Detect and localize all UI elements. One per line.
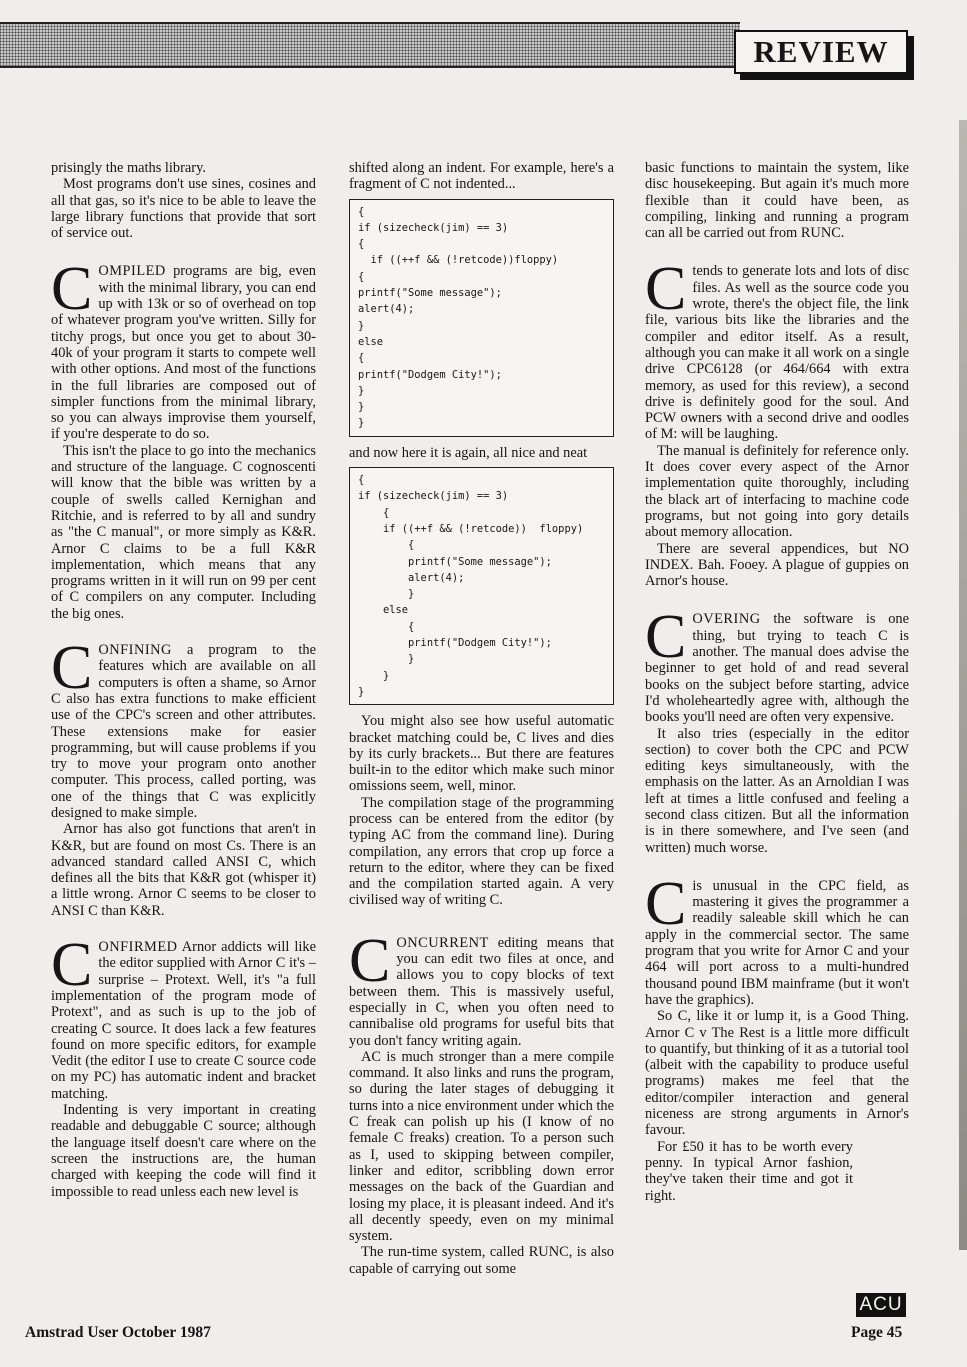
paragraph: There are several appendices, but NO INDEX. Bah. Fooey. A plague of guppies on Arnor's house. [645,540,909,590]
drop-cap: C [645,603,687,672]
column-2 [349,160,614,1277]
paragraph-text: is unusual in the CPC field, as mastering it gives the programmer a readily saleable skill which he can apply in the commercial sector. The same program that you write for Arnor C and your 464 will port across to a multi-hundred thousand pound IBM mainframe (but it won't have the graphics). [645,877,909,1008]
paragraph-text: the software is one thing, but trying to teach C is another. The manual does advise the beginner to get hold of and read several books on the subject before starting, advice I'd wholeheartedly agree with, although the books you'll need are often very expensive. [645,611,909,726]
paragraph-text: programs are big, even with the minimal library, you can end up with 13k or so of overhead on top of whatever program you've written. Silly for titchy progs, but once you get to about 30-40k of your program it starts to compete well with other options. And most of the functions in the full libraries are composed out of simpler functions from the minimal library, so you can always improvise them yourself, if you're desperate to do so. [51,263,316,443]
paragraph: Most programs don't use sines, cosines and all that gas, so it's nice to be able to leave the large library functions that provide that sort of service out. [51,176,316,242]
paragraph: The compilation stage of the programming process can be entered from the editor (by typing AC from the command line). During compilation, any errors that crop up force a return to the editor, where they can be fixed and the compilation started again. A very civilised way of writing C. [349,794,614,909]
drop-cap: C [51,931,93,1000]
header-pattern-bar [0,22,740,68]
drop-cap: C [349,926,391,995]
lead-word: OVERING [692,611,761,628]
code-block-indented: { if (sizecheck(jim) == 3) { if ((++f && (!retcode)) floppy) { printf("Some message"); alert(4); } else { printf("Dodgem City!"); } } } [349,467,614,705]
drop-cap: C [51,255,93,324]
section-paragraph [645,869,909,1008]
page-number: Page 45 [851,1324,903,1341]
section-paragraph [51,931,316,1102]
section-paragraph [645,603,909,726]
lead-word: ONCURRENT [396,934,489,951]
page-edge [959,120,967,1250]
acu-logo: ACU [856,1293,906,1317]
section-paragraph [51,255,316,443]
drop-cap: C [645,255,687,324]
lead-word: OMPILED [98,263,166,280]
lead-word: ONFINING [98,642,172,659]
paragraph: This isn't the place to go into the mechanics and structure of the language. C cognoscenti will know that the bible was written by a couple of swells called Kernighan and Ritchie, and is referred to by all and sundry as "the C manual", or more simply as K&R. Arnor C claims to be a full K&R implementation, which means that any programs written in it will run on 99 per cent of C compilers on any computer. Including the big ones. [51,442,316,622]
section-paragraph [349,926,614,1049]
section-paragraph [645,255,909,443]
paragraph: AC is much stronger than a mere compile command. It also links and runs the program, so during the later stages of debugging it turns into a nice environment under which the C freak can polish up his (I know of no female C freaks) creation. To a person such as I, used to skipping between compiler, linker and editor, scribbling down error messages on the back of the Guardian and losing my place, it is pleasant indeed. And it's all decently speedy, even on my minimal system. [349,1048,614,1245]
paragraph: Indenting is very important in creating readable and debuggable C source; although the language itself doesn't care where on the screen the instructions are, the human charged with keeping the code will find it impossible to read unless each new level is [51,1102,316,1200]
paragraph: For £50 it has to be worth every penny. In typical Arnor fashion, they've taken their time and got it right. [645,1138,853,1204]
paragraph: basic functions to maintain the system, like disc housekeeping. But again it's much more flexible than it could have been, as compiling, linking and running a program can all be carried out from RUNC. [645,160,909,242]
paragraph: Arnor has also got functions that aren't in K&R, but are found on most Cs. There is an advanced standard called ANSI C, which defines all the bits that K&R got (whisper it) a little wrong. Arnor C seems to be closer to ANSI C than K&R. [51,821,316,919]
column-3 [645,160,909,1204]
section-badge [734,30,908,74]
paragraph-text: Arnor addicts will like the editor supplied with Arnor C it's – surprise – Protext. Well, it's "a full implementation of the program mode of Protext", and as such is up to the job of creating C source. It does lack a few features found on more specific editors, for example Vedit (the editor I use to create C source code on my PC) has automatic indent and bracket matching. [51,939,316,1102]
drop-cap: C [645,869,687,938]
magazine-footer: Amstrad User October 1987 [25,1324,211,1341]
code-block-unindented: { if (sizecheck(jim) == 3) { if ((++f && (!retcode))floppy) { printf("Some message"); alert(4); } else { printf("Dodgem City!"); } } } [349,199,614,437]
column-1 [51,160,316,1200]
paragraph: The manual is definitely for reference only. It does cover every aspect of the Arnor implementation quite thoroughly, including the black art of interfacing to machine code programs, but not going into gory details about memory allocation. [645,442,909,541]
paragraph: You might also see how useful automatic bracket matching could be, C lives and dies by its curly brackets... But there are features built-in to the editor which make such minor omissions seem, well, minor. [349,713,614,795]
section-title: REVIEW [753,34,889,69]
paragraph: The run-time system, called RUNC, is also capable of carrying out some [349,1244,614,1277]
paragraph: prisingly the maths library. [51,160,206,176]
paragraph-text: tends to generate lots and lots of disc files. As well as the source code you wrote, there's the object file, the link file, various bits like the libraries and the compiler and editor itself. As a result, although you can make it all work on a single drive CPC6128 (or 464/664 with extra memory, as used for this review), a second drive is definitely good for the soul. And PCW owners with a second drive and oodles of M: will be laughing. [645,263,909,443]
paragraph: and now here it is again, all nice and neat [349,444,588,461]
paragraph: It also tries (especially in the editor section) to cover both the CPC and PCW editing keys simultaneously, with the emphasis on the latter. As an Arnoldian I was left at times a little confused and feeling a second class citizen. But all the information is in there somewhere, and I've seen (and written) much worse. [645,725,909,856]
lead-word: ONFIRMED [98,939,178,956]
paragraph-text: editing means that you can edit two files at once, and allows you to copy blocks of text between them. This is massively useful, especially in C, when you often need to cannibalise old programs for useful bits that you don't fancy writing again. [349,934,614,1049]
paragraph: shifted along an indent. For example, here's a fragment of C not indented... [349,160,614,193]
paragraph-text: a program to the features which are available on all computers is often a shame, so Arnor C also has extra functions to make efficient use of the CPC's screen and other attributes. These extensions make for easier programming, but will cause problems if you try to move your program onto another computer. This process, called porting, was one of the things that C was explicitly designed to make simple. [51,642,316,821]
section-paragraph [51,634,316,821]
paragraph: So C, like it or lump it, is a Good Thing. Arnor C v The Rest is a little more difficult to quantify, but thinking of it as a tutorial tool (albeit with the capability to produce useful programs) makes me feel that the editor/compiler interaction and general niceness are strong arguments in Arnor's favour. [645,1008,909,1139]
drop-cap: C [51,634,93,703]
